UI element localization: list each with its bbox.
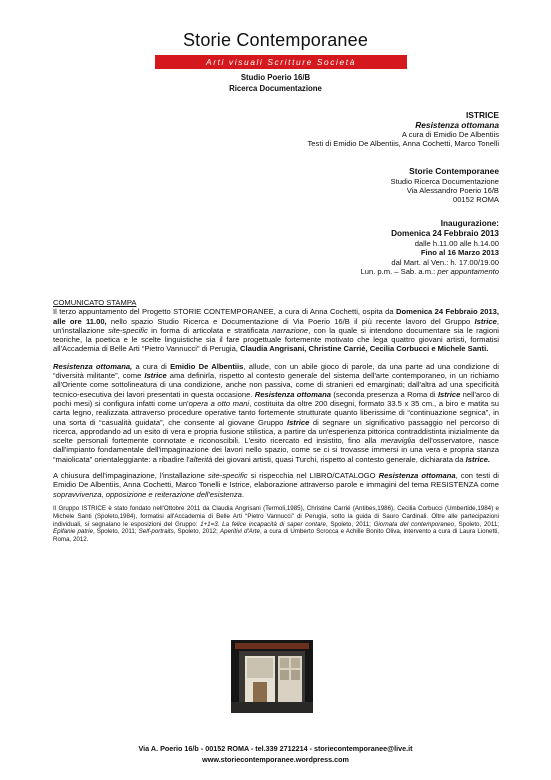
- opening-label: Inaugurazione:: [440, 219, 499, 228]
- venue-name: Storie Contemporanee: [409, 166, 499, 176]
- weekday-hours: dal Mart. al Ven.: h. 17.00/19.00: [391, 257, 499, 267]
- studio-subtitle: Ricerca Documentazione: [229, 84, 322, 93]
- opening-hours: dalle h.11.00 alle h.14.00: [414, 239, 499, 248]
- closing-date: Fino al 16 Marzo 2013: [420, 248, 499, 258]
- curator-line: A cura di Emidio De Albentiis: [401, 130, 499, 139]
- press-release: [53, 298, 499, 544]
- opening-date: Domenica 24 Febbraio 2013: [391, 229, 499, 238]
- exhibition-title: Resistenza ottomana: [415, 120, 499, 130]
- tagline-banner: Arti visuali Scritture Società: [155, 55, 407, 69]
- venue-line-2: Via Alessandro Poerio 16/B: [406, 185, 499, 195]
- press-paragraph-3: A chiusura dell'impaginazione, l'installazione site-specific si rispecchia nel LIBRO/CATALOGO Resistenza ottomana, con testi di Emidio De Albentiis, Anna Cochetti, Marco Tonelli e Istrice, elaborazione attraverso parole e immagini del tema RESISTENZA come sopravvivenza, opposizione e reiterazione dell'esistenza.: [53, 471, 499, 499]
- show-block: [308, 110, 499, 149]
- venue-block: [391, 166, 499, 205]
- group-bio: Il Gruppo ISTRICE è stato fondato nell'Ottobre 2011 da Claudia Angrisani (Termoli,1985), Christine Carrié (Antibes,1986), Cecilia Corbucci (Umbertide,1984) e Michele Santi (Spoleto,1984), formatisi all'Accademia di Belle Arti “Pietro Vannucci” di Perugia, sotto la guida di Sauro Cardinali. Oltre alle partecipazioni individuali, si segnalano le esposizioni del Gruppo: 1+1=3. La felice incapacità di saper contare, Spoleto, 2011; Giornata del contemporaneo, Spoleto, 2011; Epifanie patrie, Spoleto, 2011; Self-portraits, Spoleto, 2012; Aperitivi d'Arte, a cura di Umberto Scrocca e Achille Bonito Oliva, intervento a cura di Laura Lionetti, Roma, 2012.: [53, 504, 500, 544]
- texts-line: Testi di Emidio De Albentiis, Anna Cochetti, Marco Tonelli: [307, 139, 499, 149]
- venue-line-3: 00152 ROMA: [452, 195, 499, 205]
- press-paragraph-2: Resistenza ottomana, a cura di Emidio De Albentiis, allude, con un abile gioco di parole, da una parte ad una condizione di “diversità militante”, come Istrice ama definirla, rispetto al contesto generale del sistema dell'arte contemporaneo, in un richiamo all'Oriente come sottolineatura di una condizione, anche non passiva, come di stranieri ed emarginati; dall'altra ad una specificità tecnico-esecutiva dei lavori presentati in questa occasione. Resistenza ottomana (seconda presenza a Roma di Istrice nell'arco di pochi mesi) si configura infatti come un'opera a otto mani, costituita da oltre 200 disegni, formato 33.5 x 35 cm., a biro e matita su carta legno, realizzata attraverso procedure operative tanto fortemente strutturate quanto liberissime di “continuazione segnica”, in una sorta di “casualità guidata”, che consente al giovane Gruppo Istrice di segnare un significativo passaggio nel percorso di ricerca, approdando ad un esito di vera e propria fusione stilistica, a partire da un'esperienza pittorica contraddistinta inizialmente da scelte personali fortemente connotate e riconoscibili. L'esito ricercato ed insistito, fino alla meraviglia dell'osservatore, nasce dall'impianto fondamentale dell'impaginazione dei lavori nello spazio, come se ci si trovasse immersi in una vera e propria stanza “maiolicata” orientaleggiante: a ribadire l'alterità dei giovani artisti, quasi Turchi, rispetto al contesto generale, dichiarata da Istrice.: [53, 361, 500, 464]
- footer-website[interactable]: www.storiecontemporanee.wordpress.com: [202, 755, 349, 764]
- artist-name: ISTRICE: [465, 110, 499, 120]
- appointment-hours: Lun. p.m. – Sab. a.m.: per appuntamento: [360, 267, 499, 277]
- dates-block: [361, 219, 499, 277]
- press-heading: COMUNICATO STAMPA: [53, 298, 137, 307]
- studio-name: Studio Poerio 16/B: [240, 73, 311, 82]
- installation-photo: [231, 640, 313, 713]
- page-title: Storie Contemporanee: [182, 30, 369, 50]
- press-paragraph-1: Il terzo appuntamento del Progetto STORIE CONTEMPORANEE, a cura di Anna Cochetti, ospita da Domenica 24 Febbraio 2013, alle ore 11.00, nello spazio Studio Ricerca e Documentazione di Via Poerio 16/B il più recente lavoro del Gruppo Istrice, un'installazione site-specific in forma di articolata e stratificata narrazione, con la quale si intendono documentare sia le ragioni teoriche, la poetica e le scelte linguistiche sia il fare progettuale fortemente motivato che lega quattro giovani artisti, formatisi all'Accademia di Belle Arti “Pietro Vannucci” di Perugia, Claudia Angrisani, Christine Carrié, Cecilia Corbucci e Michele Santi.: [53, 307, 499, 354]
- venue-line-1: Studio Ricerca Documentazione: [390, 176, 499, 186]
- footer-address: Via A. Poerio 16/b - 00152 ROMA - tel.339 2712214 - storiecontemporanee@live.it: [138, 744, 413, 753]
